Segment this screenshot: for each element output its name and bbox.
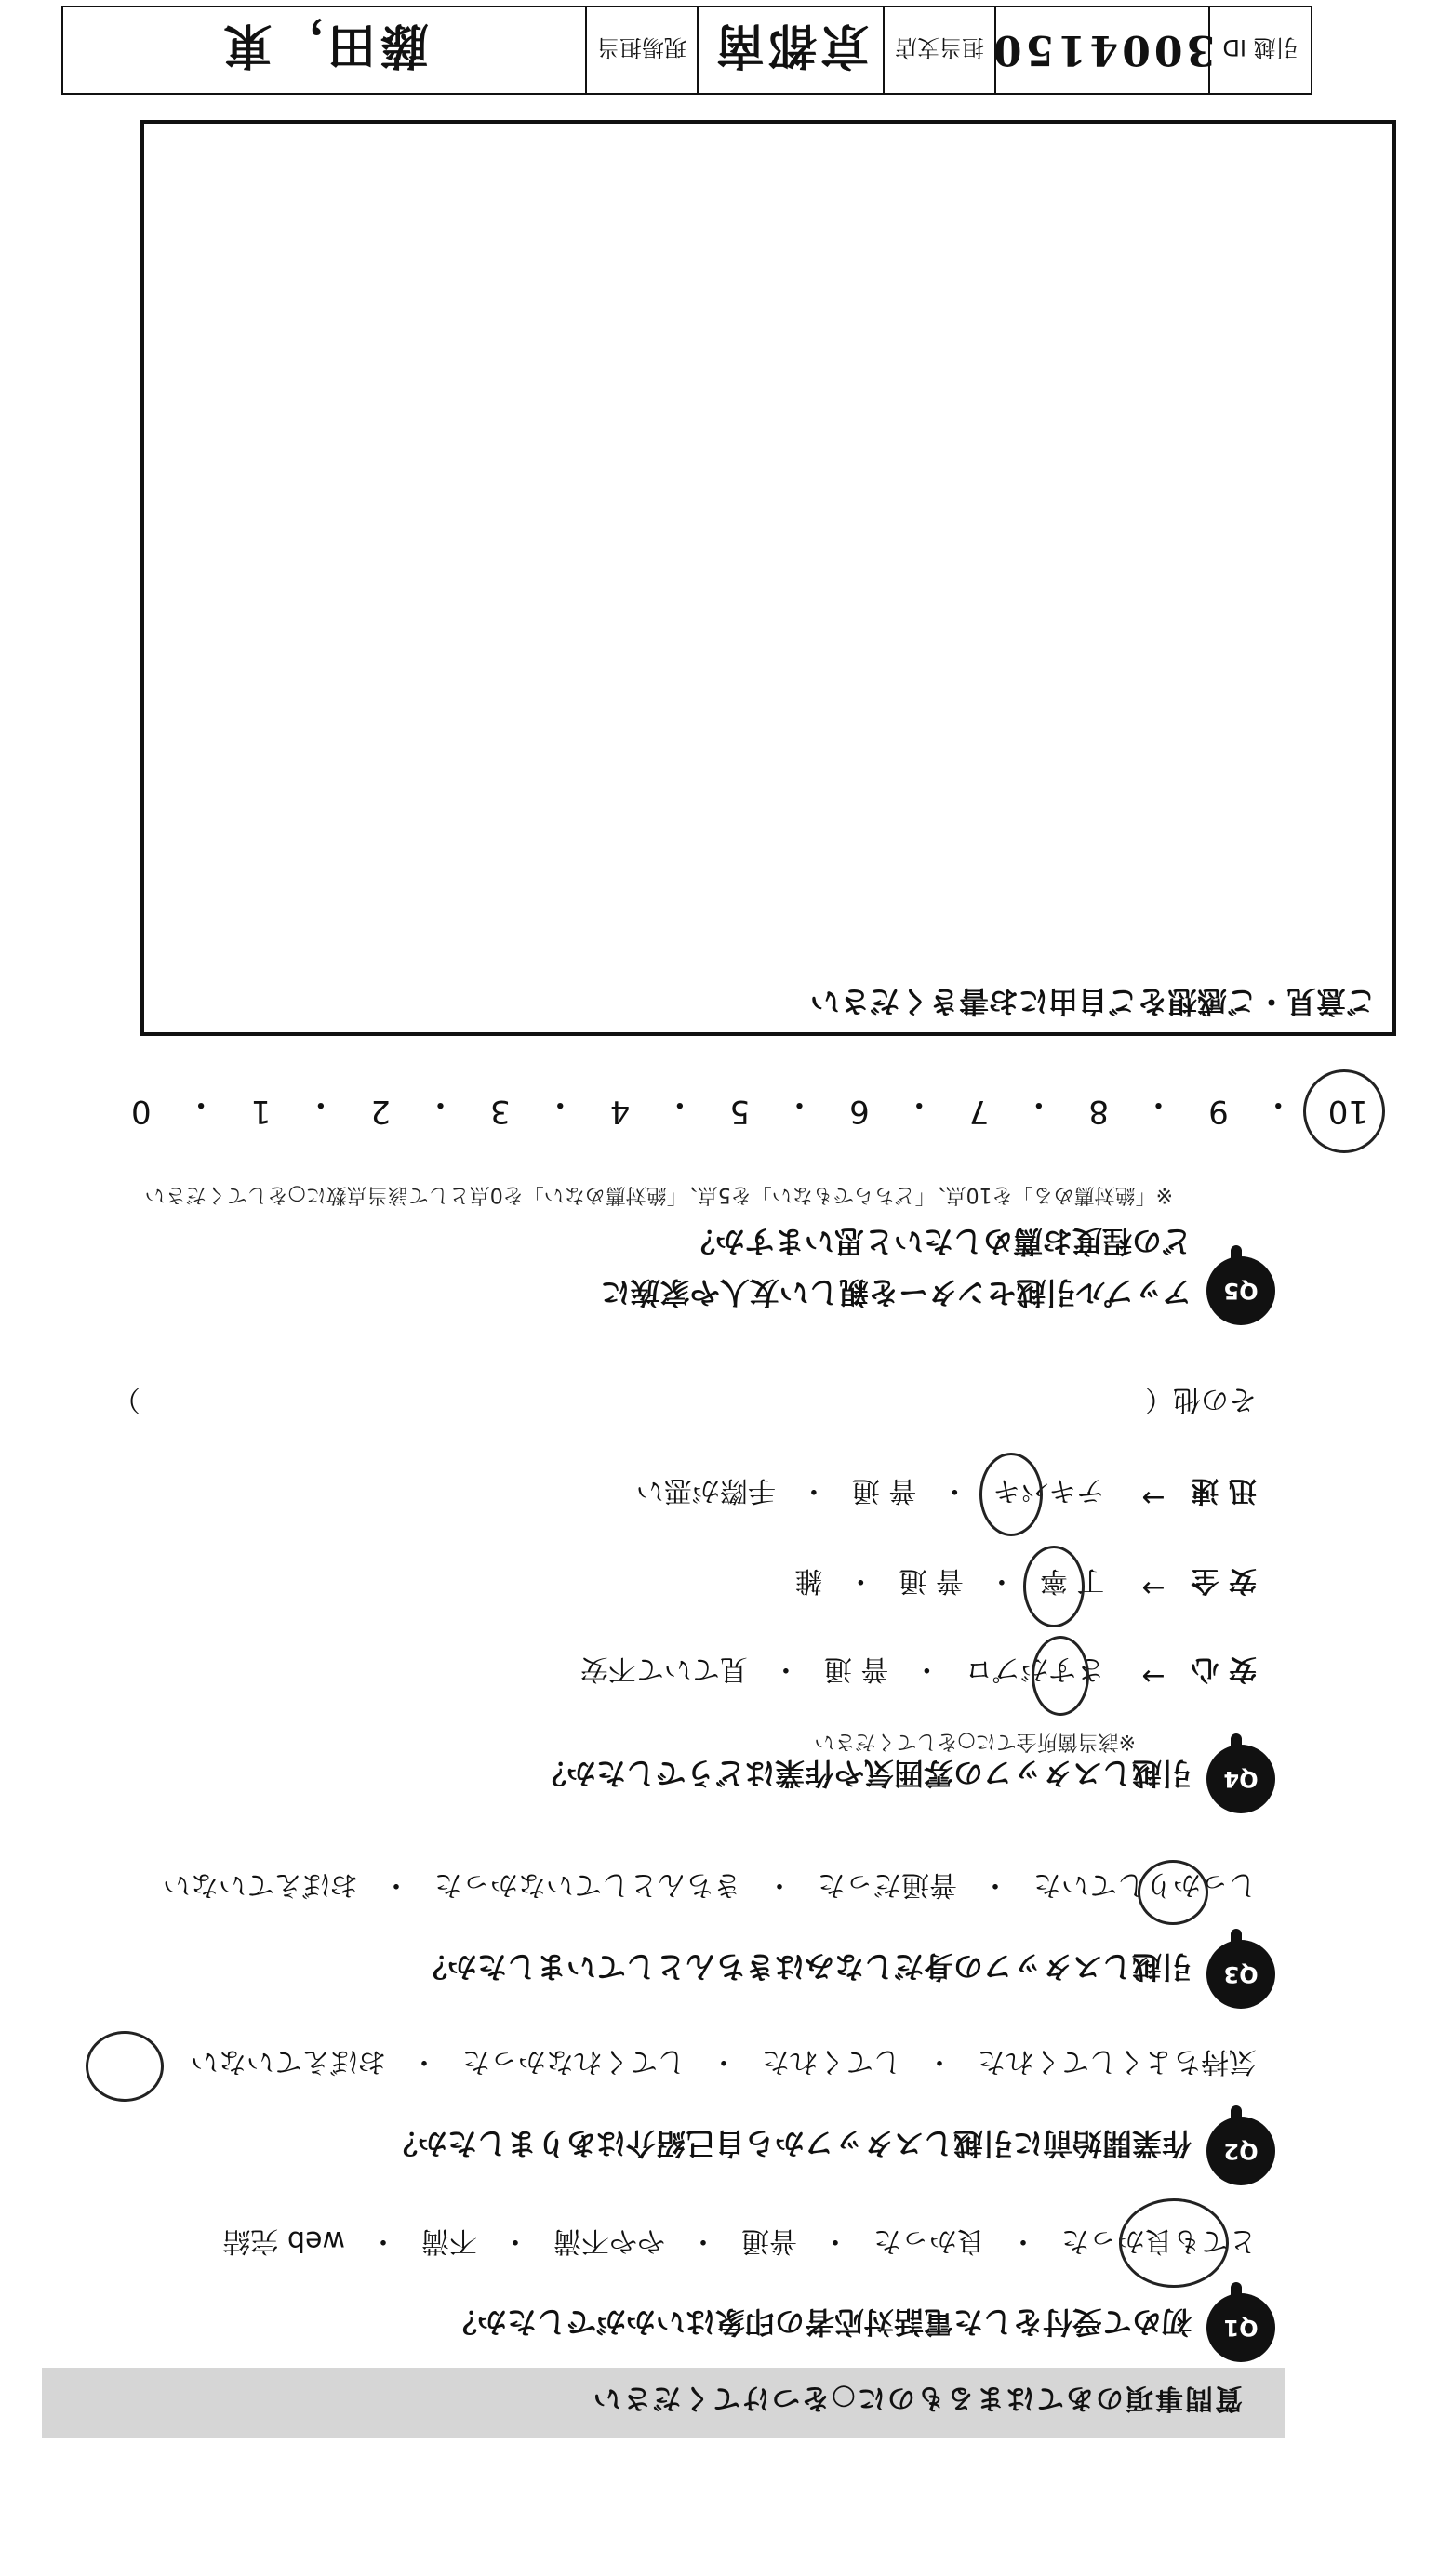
q4-row-label: 迅 速	[1191, 1474, 1257, 1507]
arrow-icon: →	[1141, 1572, 1166, 1604]
rating-7[interactable]: 7	[968, 1093, 990, 1130]
scale-separator: ・	[1262, 1085, 1295, 1122]
arrow-icon: →	[1141, 1481, 1166, 1514]
q4-option[interactable]: 普 通	[823, 1653, 889, 1685]
branch-label: 担当支店	[883, 7, 994, 93]
rating-6[interactable]: 6	[849, 1093, 870, 1130]
q4-option[interactable]: 手際が悪い	[635, 1474, 776, 1507]
q3-option[interactable]: きちんとしていなかった	[434, 1868, 741, 1901]
q1-option[interactable]: とても良かった	[1061, 2224, 1257, 2257]
q2-icon: Q2	[1206, 2117, 1275, 2185]
scale-separator: ・	[424, 1085, 457, 1122]
q4-option[interactable]: 丁 寧	[1039, 1564, 1105, 1597]
handwritten-circle	[1138, 1860, 1208, 1925]
rating-5[interactable]: 5	[729, 1093, 751, 1130]
arrow-icon: →	[1141, 1660, 1166, 1693]
q5-icon: Q5	[1206, 1256, 1275, 1325]
rating-2[interactable]: 2	[370, 1093, 391, 1130]
id-value: 3004150	[994, 7, 1208, 93]
handwritten-circle	[979, 1453, 1043, 1536]
q1-option[interactable]: 良かった	[873, 2224, 985, 2257]
q3-icon: Q3	[1206, 1940, 1275, 2009]
q2-option[interactable]: してくれなかった	[462, 2045, 686, 2078]
info-table	[61, 6, 1312, 95]
q4-row-label: 安 全	[1191, 1564, 1257, 1597]
q4-other-blank[interactable]	[140, 1382, 1145, 1423]
q1-option[interactable]: web 完結	[222, 2224, 345, 2257]
handwritten-circle	[1032, 1636, 1089, 1716]
instruction-text: 質問事項のあてはまるものに○をつけてください	[591, 2382, 1243, 2414]
q4-option[interactable]: さすがプロ	[965, 1653, 1105, 1685]
scale-separator: ・	[185, 1085, 218, 1122]
scale-separator: ・	[544, 1085, 577, 1122]
leader-value: 藤田，東	[220, 17, 429, 74]
scale-separator: ・	[304, 1085, 337, 1122]
handwritten-circle	[86, 2031, 164, 2102]
q4-option[interactable]: テキパキ	[992, 1474, 1105, 1507]
rating-9[interactable]: 9	[1208, 1093, 1229, 1130]
q4-row-anshin: 安 心 → さすがプロ ・ 普 通 ・ 見ていて不安	[579, 1653, 1257, 1693]
scale-separator: ・	[1022, 1085, 1055, 1122]
q5-note: ※「絶対薦める」を10点、「どちらでもない」を5点、「絶対薦めない」を0点として該当点数に○をしてください	[144, 1183, 1173, 1206]
q4-option[interactable]: 普 通	[851, 1474, 917, 1507]
rating-0[interactable]: 0	[131, 1093, 152, 1130]
comment-box[interactable]	[140, 120, 1396, 1036]
q4-option[interactable]: 見ていて不安	[579, 1653, 748, 1685]
rating-10[interactable]: 10	[1327, 1093, 1368, 1130]
q2-option[interactable]: おぼえていない	[191, 2045, 386, 2078]
handwritten-circle	[1303, 1069, 1385, 1153]
q3-option[interactable]: おぼえていない	[163, 1868, 358, 1901]
handwritten-circle	[1023, 1546, 1085, 1627]
q4-row-anzen: 安 全 → 丁 寧 ・ 普 通 ・ 雑	[794, 1564, 1257, 1604]
q5-question-line2: どの程度お薦めしたいと思いますか？	[685, 1224, 1192, 1259]
comment-title: ご意見・ご感想をご自由にお書きください	[809, 984, 1376, 1019]
scale-separator: ・	[903, 1085, 936, 1122]
q1-option[interactable]: 不満	[421, 2224, 477, 2257]
scale-separator: ・	[663, 1085, 696, 1122]
q4-other-label: その他（	[1145, 1383, 1257, 1415]
q4-note: ※該当箇所全てに○をしてください	[814, 1730, 1136, 1753]
scale-separator: ・	[1142, 1085, 1175, 1122]
q4-option[interactable]: 雑	[794, 1564, 823, 1597]
rating-3[interactable]: 3	[490, 1093, 511, 1130]
q4-other	[113, 1382, 1257, 1423]
q3-option[interactable]: しっかりしていた	[1033, 1868, 1257, 1901]
q2-option[interactable]: 気持ちよくしてくれた	[978, 2045, 1257, 2078]
q4-row-label: 安 心	[1191, 1653, 1257, 1685]
rating-scale	[131, 1084, 1368, 1130]
q1-options: とても良かった ・ 良かった ・ 普通 ・ やや不満 ・ 不満 ・ web 完結	[222, 2224, 1257, 2264]
scale-separator: ・	[783, 1085, 816, 1122]
rating-8[interactable]: 8	[1088, 1093, 1110, 1130]
q1-option[interactable]: やや不満	[553, 2224, 665, 2257]
q3-options: しっかりしていた ・ 普通だった ・ きちんとしていなかった ・ おぼえていない	[163, 1867, 1257, 1908]
branch-value: 京都南	[697, 7, 883, 93]
q4-row-jinsoku: 迅 速 → テキパキ ・ 普 通 ・ 手際が悪い	[635, 1474, 1257, 1514]
q4-option[interactable]: 普 通	[899, 1564, 964, 1597]
rating-1[interactable]: 1	[250, 1093, 272, 1130]
id-label: 引越 ID	[1208, 7, 1311, 93]
q1-option[interactable]: 普通	[741, 2224, 797, 2257]
q1-icon: Q1	[1206, 2293, 1275, 2362]
q4-icon: Q4	[1206, 1745, 1275, 1813]
rating-4[interactable]: 4	[609, 1093, 631, 1130]
q3-option[interactable]: 普通だった	[818, 1868, 957, 1901]
q1-question: 初めて受付をした電話対応者の印象はいかがでしたか？	[446, 2304, 1192, 2340]
handwritten-circle	[1119, 2198, 1229, 2288]
q2-options: 気持ちよくしてくれた ・ してくれた ・ してくれなかった ・ おぼえていない	[191, 2044, 1257, 2085]
q5-question-line1: アップル引越センターを親しい友人や家族に	[600, 1275, 1192, 1310]
q4-question: 引越しスタッフの雰囲気や作業はどうでしたか？	[536, 1756, 1192, 1791]
q4-other-close: ）	[113, 1383, 140, 1415]
q2-option[interactable]: してくれた	[762, 2045, 901, 2078]
q2-question: 作業開始前に引越しスタッフから自己紹介はありましたか？	[387, 2126, 1192, 2161]
leader-label: 現場担当	[585, 7, 697, 93]
q3-question: 引越しスタッフの身だしなみはきちんとしていましたか？	[417, 1949, 1192, 1985]
